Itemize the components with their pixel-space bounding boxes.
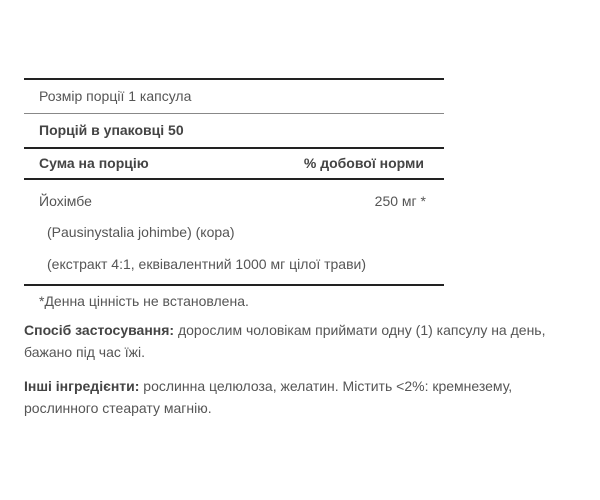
other-ingredients-text: рослинна целюлоза, желатин. Містить <2%: кремнезему, рослинного стеарату магнію. — [24, 378, 513, 416]
ingredient-row — [24, 186, 444, 216]
daily-value-header: % добової норми — [303, 155, 424, 171]
directions-text: дорослим чоловікам приймати одну (1) капсулу на день, бажано під час їжі. — [24, 322, 546, 360]
divider — [24, 178, 444, 180]
amount-per-serving-header: Сума на порцію — [39, 155, 149, 171]
directions-paragraph — [24, 319, 584, 363]
supplement-facts-panel — [24, 78, 444, 316]
column-header-row — [24, 149, 444, 178]
other-ingredients-label: Інші інгредієнти: — [24, 378, 140, 394]
ingredient-extract: (екстракт 4:1, еквівалентний 1000 мг цілої трави) — [47, 256, 367, 272]
footnote: *Денна цінність не встановлена. — [39, 293, 249, 309]
ingredient-amount: 250 мг * — [374, 193, 426, 209]
directions-label: Спосіб застосування: — [24, 322, 175, 338]
ingredient-source: (Pausinystalia johimbe) (кора) — [47, 224, 235, 240]
servings-per-container: Порцій в упаковці 50 — [39, 122, 184, 138]
other-ingredients-paragraph — [24, 375, 584, 419]
ingredient-name: Йохімбе — [39, 193, 92, 209]
serving-size: Розмір порції 1 капсула — [39, 88, 192, 104]
